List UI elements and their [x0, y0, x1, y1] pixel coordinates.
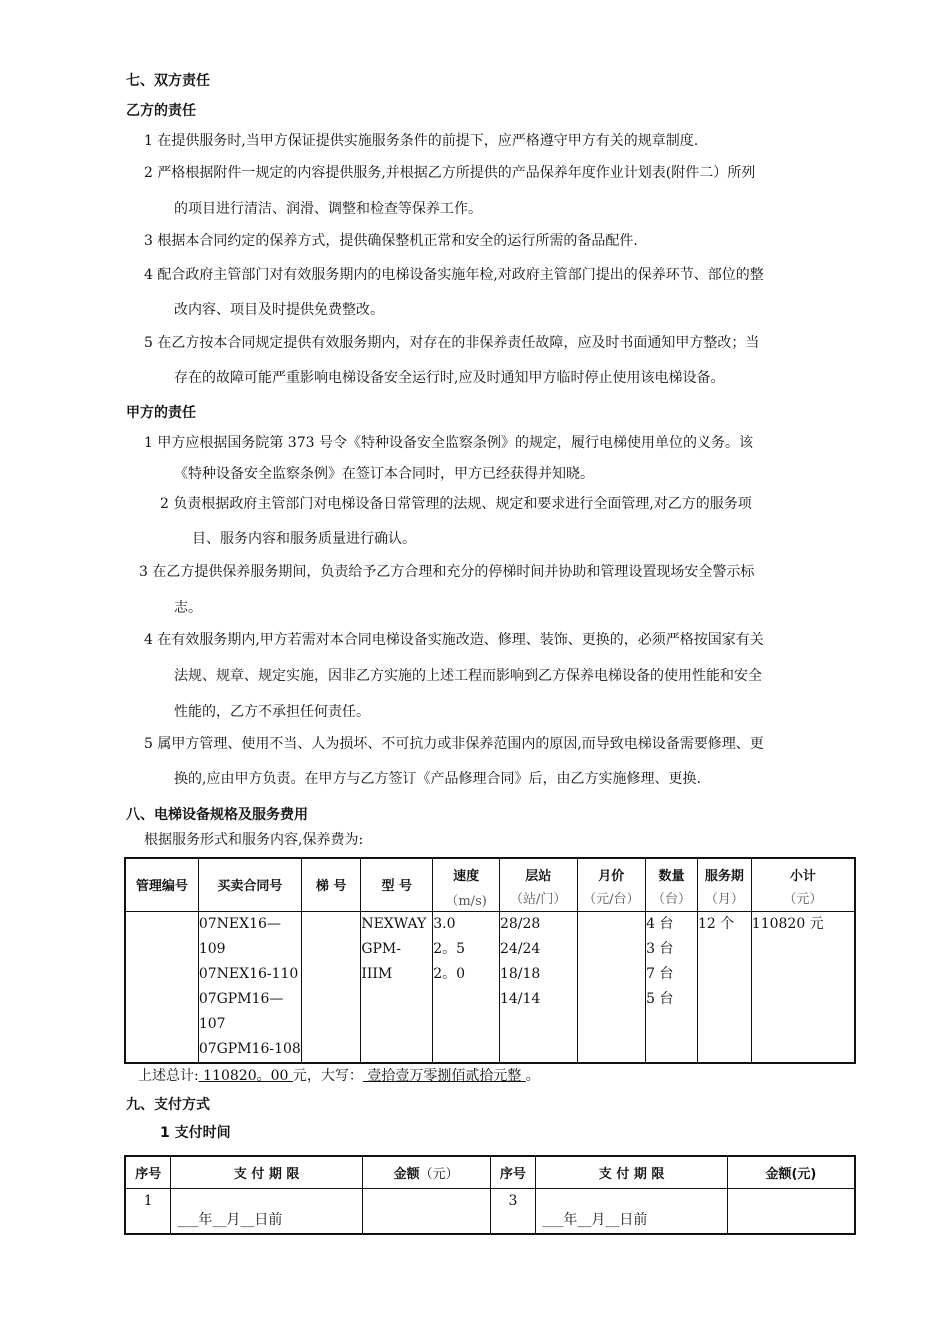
total-words: 壹拾壹万零捌佰贰拾元整	[362, 1068, 526, 1084]
section-7-title: 七、双方责任	[126, 73, 210, 89]
contract-line: 07NEX16—	[198, 915, 281, 932]
cell-speed	[433, 911, 500, 1063]
header-monthly-unit: （元/台）	[583, 892, 640, 907]
header-monthly	[577, 858, 646, 911]
fee-table-row	[125, 911, 855, 1063]
amount-right-cell[interactable]	[727, 1188, 855, 1234]
fee-table	[124, 857, 856, 1064]
seq-left-cell: 1	[125, 1188, 171, 1234]
header-subtotal	[751, 858, 855, 911]
header-seq-right: 序号	[490, 1156, 536, 1188]
total-end: 。	[525, 1068, 540, 1084]
fee-intro: 根据服务形式和服务内容,保养费为:	[144, 832, 364, 848]
header-contract-no: 买卖合同号	[198, 858, 301, 911]
section-8-title: 八、电梯设备规格及服务费用	[126, 807, 308, 823]
qty-line: 3 台	[646, 940, 674, 957]
party-b-item-4-cont: 改内容、项目及时提供免费整改。	[174, 302, 384, 318]
party-a-heading: 甲方的责任	[126, 405, 196, 421]
cell-mgmt-no	[125, 911, 198, 1063]
section-9-title: 九、支付方式	[126, 1097, 210, 1113]
header-lift-no: 梯 号	[301, 858, 360, 911]
party-b-item-2: 2 严格根据附件一规定的内容提供服务,并根据乙方所提供的产品保养年度作业计划表(附件二）所列	[144, 165, 756, 181]
party-a-item-4-cont2: 性能的，乙方不承担任何责任。	[174, 704, 370, 720]
cell-contract-no	[198, 911, 301, 1063]
party-b-heading: 乙方的责任	[126, 103, 196, 119]
model-line: GPM-	[361, 940, 401, 957]
party-a-item-5: 5 属甲方管理、使用不当、人为损坏、不可抗力或非保养范围内的原因,而导致电梯设备需要修理、更	[144, 736, 764, 752]
total-mid: 元，大写：	[292, 1068, 363, 1084]
cell-qty	[646, 911, 698, 1063]
speed-line: 3.0	[433, 915, 456, 932]
qty-line: 7 台	[646, 965, 674, 982]
payment-table-row	[125, 1188, 855, 1234]
header-deadline-right: 支 付 期 限	[536, 1156, 727, 1188]
party-b-item-5: 5 在乙方按本合同规定提供有效服务期内，对存在的非保养责任故障，应及时书面通知甲方整改；当	[144, 335, 760, 351]
stops-line: 18/18	[499, 965, 541, 982]
header-amount-right: 金额(元)	[727, 1156, 855, 1188]
header-period-label: 服务期	[704, 869, 744, 884]
header-monthly-label: 月价	[598, 869, 625, 884]
total-amount: 110820。00	[198, 1068, 293, 1084]
contract-line: 07NEX16-110	[198, 965, 299, 982]
header-amount-left	[362, 1156, 490, 1188]
party-b-item-1: 1 在提供服务时,当甲方保证提供实施服务条件的前提下，应严格遵守甲方有关的规章制度.	[144, 133, 699, 149]
header-stops-unit: （站/门）	[510, 892, 567, 907]
amount-left-cell[interactable]	[362, 1188, 490, 1234]
header-amount-left-unit: （元）	[419, 1166, 459, 1182]
party-b-item-4: 4 配合政府主管部门对有效服务期内的电梯设备实施年检,对政府主管部门提出的保养环节、部位的整	[144, 267, 764, 283]
speed-line: 2。5	[433, 940, 466, 957]
header-stops-label: 层站	[525, 869, 552, 884]
header-deadline-left: 支 付 期 限	[171, 1156, 362, 1188]
header-qty-unit: （台）	[652, 892, 692, 907]
qty-line: 5 台	[646, 990, 674, 1007]
header-amount-left-label: 金额	[393, 1166, 420, 1182]
party-a-item-2-cont: 目、服务内容和服务质量进行确认。	[192, 531, 416, 547]
party-a-item-5-cont: 换的,应由甲方负责。在甲方与乙方签订《产品修理合同》后，由乙方实施修理、更换.	[174, 771, 701, 787]
model-line: NEXWAY	[361, 915, 427, 932]
party-a-item-1-cont: 《特种设备安全监察条例》在签订本合同时，甲方已经获得并知晓。	[174, 466, 594, 482]
header-model: 型 号	[361, 858, 433, 911]
fee-table-header	[125, 858, 855, 911]
header-period-unit: （月）	[704, 892, 744, 907]
header-speed-label: 速度	[453, 869, 480, 884]
party-b-item-3: 3 根据本合同约定的保养方式，提供确保整机正常和安全的运行所需的备品配件.	[144, 233, 638, 249]
payment-time-title: 1 支付时间	[160, 1125, 231, 1141]
stops-line: 28/28	[499, 915, 541, 932]
contract-line: 07GPM16-108	[198, 1040, 301, 1057]
cell-lift-no	[301, 911, 360, 1063]
party-a-item-4-cont: 法规、规章、规定实施，因非乙方实施的上述工程而影响到乙方保养电梯设备的使用性能和安全	[174, 668, 762, 684]
header-qty	[646, 858, 698, 911]
party-b-item-5-cont: 存在的故障可能严重影响电梯设备安全运行时,应及时通知甲方临时停止使用该电梯设备。	[174, 370, 725, 386]
cell-period	[697, 911, 751, 1063]
contract-line: 109	[198, 940, 226, 957]
seq-right-cell: 3	[490, 1188, 536, 1234]
payment-table-header	[125, 1156, 855, 1188]
cell-model	[361, 911, 433, 1063]
contract-line: 07GPM16—	[198, 990, 284, 1007]
stops-line: 24/24	[499, 940, 541, 957]
header-period	[697, 858, 751, 911]
cell-subtotal	[751, 911, 855, 1063]
payment-table	[124, 1155, 856, 1235]
speed-line: 2。0	[433, 965, 466, 982]
stops-line: 14/14	[499, 990, 541, 1007]
cell-stops	[499, 911, 577, 1063]
header-qty-label: 数量	[658, 869, 685, 884]
party-a-item-3: 3 在乙方提供保养服务期间，负责给予乙方合理和充分的停梯时间并协助和管理设置现场安全警示标	[139, 564, 755, 580]
header-subtotal-label: 小计	[789, 869, 816, 884]
qty-line: 4 台	[646, 915, 674, 932]
cell-monthly	[577, 911, 646, 1063]
subtotal-value: 110820 元	[751, 915, 824, 932]
header-speed	[433, 858, 500, 911]
party-b-item-2-cont: 的项目进行清洁、润滑、调整和检查等保养工作。	[174, 201, 482, 217]
total-prefix: 上述总计:	[138, 1068, 199, 1084]
date-left-cell[interactable]: ___年__月__日前	[171, 1188, 362, 1234]
header-subtotal-unit: （元）	[783, 892, 823, 907]
total-line	[138, 1066, 540, 1086]
header-mgmt-no: 管理编号	[125, 858, 198, 911]
header-stops	[499, 858, 577, 911]
party-a-item-2: 2 负责根据政府主管部门对电梯设备日常管理的法规、规定和要求进行全面管理,对乙方的服务项	[160, 496, 752, 512]
model-line: IIIM	[361, 965, 393, 982]
period-value: 12 个	[697, 915, 735, 932]
header-seq-left: 序号	[125, 1156, 171, 1188]
party-a-item-4: 4 在有效服务期内,甲方若需对本合同电梯设备实施改造、修理、装饰、更换的，必须严格按国家有关	[144, 632, 764, 648]
header-speed-unit: （m/s)	[445, 894, 487, 909]
date-right-cell[interactable]: ___年__月__日前	[536, 1188, 727, 1234]
contract-line: 107	[198, 1015, 226, 1032]
party-a-item-3-cont: 志。	[174, 600, 202, 616]
party-a-item-1: 1 甲方应根据国务院第 373 号令《特种设备安全监察条例》的规定，履行电梯使用单位的义务。该	[144, 435, 753, 451]
